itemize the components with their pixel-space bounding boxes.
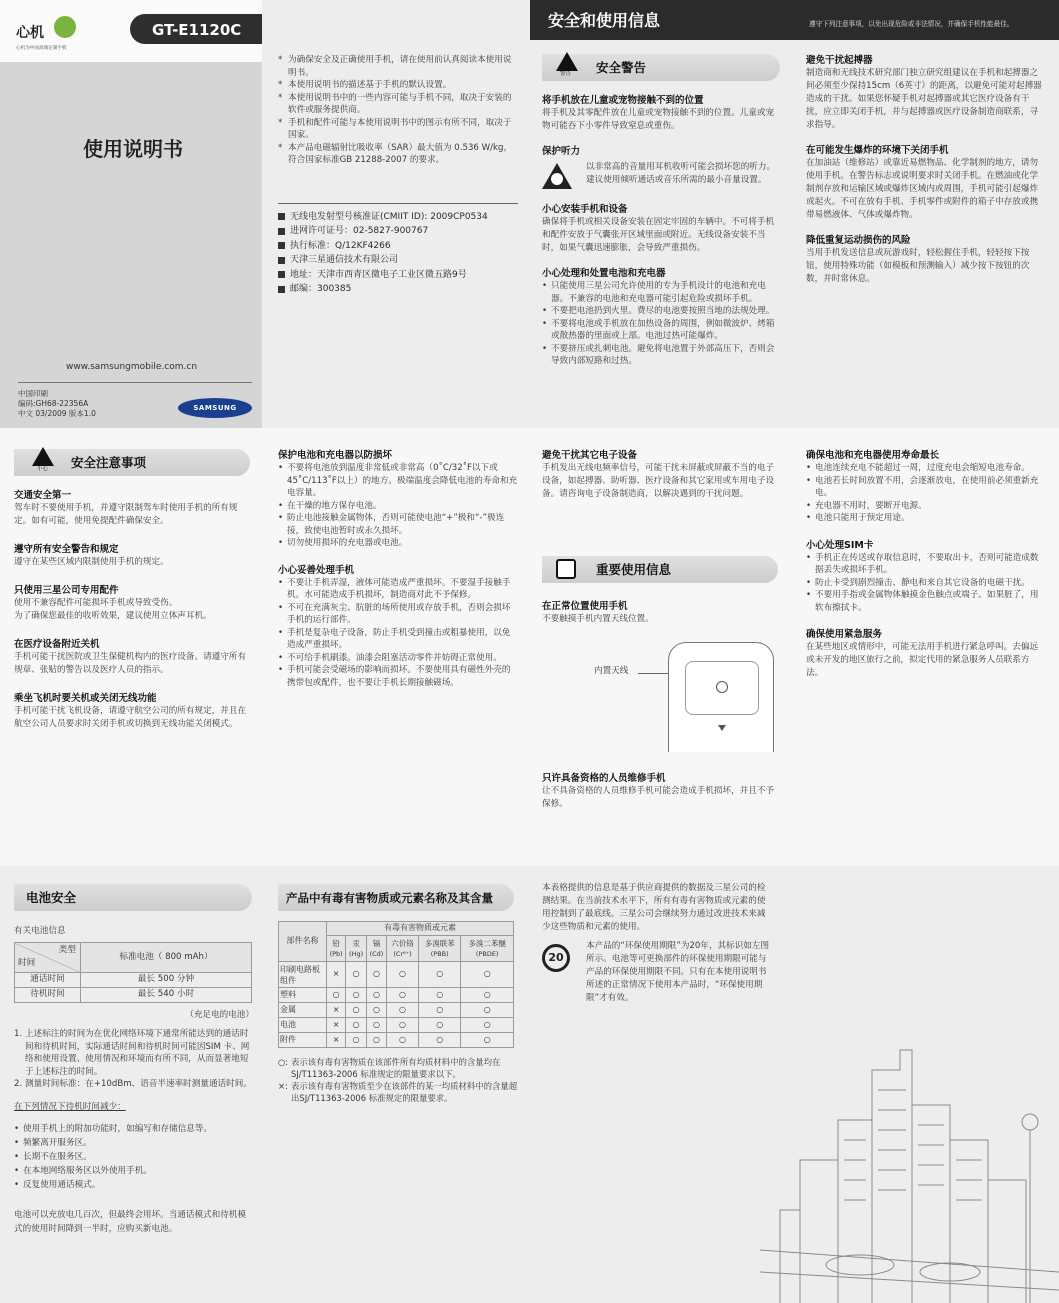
note-item: * 手机和配件可能与本使用说明书中的图示有所不同，取决于国家。 xyxy=(278,117,518,142)
list-item: • 手机正在传送或存取信息时，不要取出卡，否则可能造成数据丢失或损坏手机。 xyxy=(806,552,1042,577)
part-name: 附件 xyxy=(279,1033,327,1048)
note-item xyxy=(14,1028,254,1078)
print-line: 编码:GH68-22356A xyxy=(18,399,89,408)
warning-icon-label: 警告 xyxy=(560,71,572,77)
section-heading: 在正常位置使用手机 xyxy=(542,601,628,612)
lamp-head xyxy=(1022,1114,1038,1130)
precautions-bar xyxy=(14,449,250,476)
note-item: * 本产品电磁辐射比吸收率（SAR）最大值为 0.536 W/kg，符合国家标准GB 21288-2007 的要求。 xyxy=(278,142,518,167)
important-info-bar xyxy=(542,556,778,583)
building xyxy=(838,1120,872,1303)
mark-cell: ○ xyxy=(366,1003,386,1018)
mark-cell: ○ xyxy=(387,1003,419,1018)
caution-triangle-icon xyxy=(32,447,54,466)
substance-header xyxy=(366,936,386,962)
warning-triangle-icon xyxy=(556,52,578,71)
list-item: • 在本地网络服务区以外使用手机。 xyxy=(14,1164,254,1178)
section-heading: 在可能发生爆炸的环境下关闭手机 xyxy=(806,145,949,156)
substance-header xyxy=(461,936,514,962)
mark-cell: ○ xyxy=(461,988,514,1003)
legend-text: 表示该有毒有害物质至少在该部件的某一均质材料中的含量超出SJ/T11363-2006 标准规定的限量要求。 xyxy=(291,1081,518,1103)
samsung-logo xyxy=(178,398,252,418)
building xyxy=(872,1050,912,1303)
table-cell-value: 最长 500 分钟 xyxy=(81,973,252,988)
hazard-legend xyxy=(278,1056,518,1104)
model-bar xyxy=(130,14,262,44)
section-heading: 将手机放在儿童或宠物接触不到的位置 xyxy=(542,95,704,106)
list-item: • 频繁离开服务区。 xyxy=(14,1136,254,1150)
safety-warning-column xyxy=(542,94,782,428)
mark-cell: ○ xyxy=(419,1033,461,1048)
section-heading: 只使用三星公司专用配件 xyxy=(14,585,119,596)
section-text: 让不具备资格的人员维修手机可能会造成手机损坏，并且不予保修。 xyxy=(542,786,775,809)
print-info xyxy=(18,389,96,419)
list-item: • 不要让手机弄湿，液体可能造成严重损坏。不要湿手接触手机。水可能造成手机损坏，制造商对此不予保修。 xyxy=(278,577,518,602)
list-item: • 电池连续充电不能超过一周，过度充电会缩短电池寿命。 xyxy=(806,462,1042,475)
section-heading: 避免干扰起搏器 xyxy=(806,55,873,66)
battery-info-label: 有关电池信息 xyxy=(14,926,66,936)
battery-protect-list xyxy=(278,462,518,550)
mark-cell: × xyxy=(327,962,346,988)
mark-cell: ○ xyxy=(387,988,419,1003)
legend-text: 表示该有毒有害物质在该部件所有均质材料中的含量均在 SJ/T11363-2006 标准规定的限量要求以下。 xyxy=(291,1057,501,1079)
part-name: 金属 xyxy=(279,1003,327,1018)
phone-logo-icon xyxy=(716,681,728,693)
section-heading: 只许具备资格的人员维修手机 xyxy=(542,773,666,784)
info-item: 进网许可证号：02-5827-900767 xyxy=(278,224,518,239)
env-period-block xyxy=(542,940,774,1005)
building xyxy=(912,1105,950,1303)
corner-time-label: 时间 xyxy=(18,958,36,969)
cover-panel xyxy=(0,0,262,428)
mark-cell: ○ xyxy=(461,962,514,988)
header-bar xyxy=(530,0,1059,40)
hazard-title: 产品中有毒有害物质或元素名称及其含量 xyxy=(286,891,493,905)
mark-cell: ○ xyxy=(387,1033,419,1048)
substance-symbol: (Pb) xyxy=(329,949,343,958)
part-name: 印刷电路板组件 xyxy=(279,962,327,988)
env-column xyxy=(542,882,774,1012)
sim-card-list xyxy=(806,552,1042,615)
mark-cell: ○ xyxy=(327,988,346,1003)
substance-name: 镉 xyxy=(372,938,381,948)
model-label: GT-E1120C xyxy=(152,21,242,39)
window-grid xyxy=(878,1090,906,1190)
list-item: • 只能使用三星公司允许使用的专为手机设计的电池和充电器。不兼容的电池和充电器可能引起危险或损坏手机。 xyxy=(542,280,782,305)
substance-group-header: 有毒有害物质或元素 xyxy=(327,922,514,936)
list-item: • 在干燥的地方保存电池。 xyxy=(278,500,518,513)
list-item: • 不要挤压或扎刺电池。避免将电池置于外部高压下，否则会导致内部短路和过热。 xyxy=(542,343,782,368)
note-item: * 为确保安全及正确使用手机，请在使用前认真阅读本使用说明书。 xyxy=(278,54,518,79)
print-line: 中国印刷 xyxy=(18,389,48,398)
note-text: 上述标注的时间为在优化网络环境下通常所能达到的通话时间和待机时间，实际通话时间和待机时间可能因SIM 卡、网络和使用设置、使用情况和环境而有所不同，从而显著地短于上述标注的时间。 xyxy=(25,1029,250,1077)
substance-symbol: (Cd) xyxy=(369,949,384,958)
corner-type-label: 类型 xyxy=(58,945,76,955)
mark-cell: ○ xyxy=(366,962,386,988)
section-text: 使用不兼容配件可能损坏手机或导致受伤。 xyxy=(14,598,178,608)
mark-cell: ○ xyxy=(366,1018,386,1033)
section-heading: 确保使用紧急服务 xyxy=(806,629,883,640)
battery-table xyxy=(14,942,252,1003)
table-row-label: 待机时间 xyxy=(15,988,81,1003)
note-item: * 本使用说明书中的一些内容可能与手机不同，取决于安装的软件或服务提供商。 xyxy=(278,92,518,117)
section-heading: 保护听力 xyxy=(542,146,581,157)
substance-name: 多溴二苯醚 xyxy=(468,938,506,948)
precautions-title: 安全注意事项 xyxy=(71,455,147,470)
company-info xyxy=(278,210,518,298)
section-heading: 交通安全第一 xyxy=(14,490,72,501)
precautions-column xyxy=(14,489,254,859)
battery-life-column xyxy=(806,449,1042,859)
section-heading: 小心安装手机和设备 xyxy=(542,204,628,215)
section-heading: 避免干扰其它电子设备 xyxy=(542,450,638,461)
battery-safety-title: 电池安全 xyxy=(26,890,77,905)
header-subtitle: 遵守下列注意事项，以免出现危险或非法情况，并确保手机性能最佳。 xyxy=(809,20,1014,28)
caution-icon-label: 小心 xyxy=(37,466,49,472)
env-text: 本表格提供的信息是基于供应商提供的数据及三星公司的检测结果。在当前技术水平下，所有有毒有害物质或元素的使用控制到了最底线。三星公司会继续努力通过改进技术来减少这些物质和元素的使用。 xyxy=(542,883,766,932)
building xyxy=(988,1180,1026,1303)
window-grid xyxy=(956,1160,982,1200)
battery-care-column xyxy=(278,449,518,859)
battery-type-cell: 标准电池（ 800 mAh） xyxy=(81,943,252,973)
list-item: • 手机可能会受磁场的影响而损坏。不要使用具有磁性外壳的携带包或配件，也不要让手机长期接触磁场。 xyxy=(278,664,518,689)
section-text: 手机可能干扰飞机设备，请遵守航空公司的所有规定，并且在航空公司人员要求时关闭手机或切换到无线功能关闭模式。 xyxy=(14,706,247,729)
mark-cell: ○ xyxy=(461,1018,514,1033)
section-text: 确保将手机或相关设备安装在固定牢固的车辆中。不可将手机和配件安放于气囊张开区域里面或附近。无线设备安装不当时，如果气囊迅速膨胀，会导致严重损伤。 xyxy=(542,217,775,253)
list-item: • 切勿使用损坏的充电器或电池。 xyxy=(278,537,518,550)
building xyxy=(800,1160,838,1303)
list-item: • 不可给手机刷漆。油漆会阻塞活动零件并妨碍正常使用。 xyxy=(278,652,518,665)
section-heading: 乘坐飞机时要关机或关闭无线功能 xyxy=(14,693,157,704)
mark-cell: ○ xyxy=(346,962,367,988)
battery-footer: 电池可以充放电几百次，但最终会用坏。当通话模式和待机模式的使用时间降到一半时，应购买新电池。 xyxy=(14,1209,247,1234)
list-item: • 不要将电池放到温度非常低或非常高（0˚C/32˚F以下或45˚C/113˚F以上）的地方。极端温度会降低电池的寿命和充电容量。 xyxy=(278,462,518,500)
logo-tagline: 心机为中国高端定制手机 xyxy=(16,46,67,51)
street-line xyxy=(760,1272,1059,1290)
info-item: 执行标准：Q/12KF4266 xyxy=(278,239,518,254)
window-grid xyxy=(844,1140,866,1200)
charged-note: （充足电的电池） xyxy=(185,1010,254,1020)
intro-column xyxy=(278,54,518,314)
mark-cell: ○ xyxy=(346,988,367,1003)
env-text: 本产品的“环保使用期限”为20年，其标识如左图所示。电池等可更换部件的环保使用期限可能与产品的环保使用期限不同。只有在本使用说明书所述的正常情况下使用本产品时，“环保使用期限”才有效。 xyxy=(586,941,770,1003)
list-item: • 不要将电池或手机放在加热设备的周围，例如微波炉、烤箱或散热器的里面或上部。电池过热可能爆炸。 xyxy=(542,318,782,343)
substance-name: 汞 xyxy=(352,938,360,948)
substance-symbol: (Hg) xyxy=(349,949,364,958)
header-title: 安全和使用信息 xyxy=(548,11,661,30)
xinji-logo xyxy=(16,16,88,56)
phone-nav-arrow-icon xyxy=(718,725,726,731)
substance-header xyxy=(346,936,367,962)
section-heading: 小心妥善处理手机 xyxy=(278,564,355,576)
hearing-block xyxy=(542,161,782,191)
note-number: 1. xyxy=(14,1029,23,1039)
antenna-leader-line xyxy=(638,673,668,674)
substance-symbol: (PBB) xyxy=(430,949,449,958)
usage-column xyxy=(542,600,782,860)
section-heading: 在医疗设备附近关机 xyxy=(14,639,100,650)
window-grid xyxy=(918,1125,944,1185)
substance-name: 多溴联苯 xyxy=(424,938,455,948)
mark-cell: ○ xyxy=(366,1033,386,1048)
standby-reduce-title: 在下列情况下待机时间减少： xyxy=(14,1101,126,1112)
substance-header xyxy=(419,936,461,962)
substance-name: 铅 xyxy=(332,938,340,948)
section-text: 不要触摸手机内置天线位置。 xyxy=(542,614,654,624)
env-period-badge-icon xyxy=(542,944,570,972)
list-item: • 不要把电池扔到火里。费尽的电池要按照当地的法规处理。 xyxy=(542,305,782,318)
part-name: 塑料 xyxy=(279,988,327,1003)
mark-cell: ○ xyxy=(346,1033,367,1048)
manual-title: 使用说明书 xyxy=(83,137,183,161)
info-item: 邮编：300385 xyxy=(278,282,518,297)
section-text: 遵守在某些区域内限制使用手机的规定。 xyxy=(14,557,169,567)
mark-cell: × xyxy=(327,1033,346,1048)
badge-number: 20 xyxy=(548,951,564,964)
hazard-table xyxy=(278,921,514,1048)
intro-divider xyxy=(278,203,518,204)
section-heading: 确保电池和充电器使用寿命最长 xyxy=(806,450,940,461)
logo-text: 心机 xyxy=(16,25,44,41)
antenna-diagram xyxy=(542,636,782,752)
interference-column xyxy=(542,449,782,549)
legend-item xyxy=(278,1080,518,1104)
section-heading: 小心处理SIM卡 xyxy=(806,539,874,551)
part-name: 电池 xyxy=(279,1018,327,1033)
list-item: • 不可在充满灰尘、肮脏的场所使用或存放手机，否则会损坏手机的运行部件。 xyxy=(278,602,518,627)
hazard-bar xyxy=(278,884,514,911)
website: www.samsungmobile.com.cn xyxy=(66,362,198,372)
battery-safety-bar xyxy=(14,884,252,911)
section-text: 以非常高的音量用耳机收听可能会损坏您的听力。建议使用倾听通话或音乐所需的最小音量设置。 xyxy=(586,162,776,185)
substance-header xyxy=(327,936,346,962)
hazard-column xyxy=(278,921,518,1141)
mark-cell: ○ xyxy=(346,1018,367,1033)
section-text: 将手机及其零配件放在儿童或宠物接触不到的位置。儿童或宠物可能吞下小零件导致窒息或重伤。 xyxy=(542,108,775,131)
section-text: 在某些地区或情形中，可能无法用手机进行紧急呼叫。去偏远或未开发的地区旅行之前，拟定代用的紧急服务人员联系方法。 xyxy=(806,642,1039,678)
mark-cell: ○ xyxy=(419,1018,461,1033)
important-info-title: 重要使用信息 xyxy=(596,562,672,577)
antenna-label: 内置天线 xyxy=(594,666,629,676)
substance-symbol: (PBDE) xyxy=(475,949,499,958)
mark-cell: ○ xyxy=(461,1003,514,1018)
list-item: • 防止卡受到剧烈撞击、静电和来自其它设备的电磁干扰。 xyxy=(806,577,1042,590)
mark-cell: ○ xyxy=(419,988,461,1003)
note-number: 2. xyxy=(14,1079,23,1089)
section-text: 当用手机发送信息或玩游戏时，轻松握住手机，轻轻按下按钮，使用特殊功能（如模板和预测输入）减少按下按钮的次数，并时常休息。 xyxy=(806,248,1030,284)
battery-life-list xyxy=(806,462,1042,525)
section-text: 制造商和无线技术研究部门独立研究组建议在手机和起搏器之间必须至少保持15cm（6英寸）的距离，以避免可能对起搏器造成的干扰。如果您怀疑手机对起搏器或其它医疗设备有干扰，应立即关闭手机，并与起搏器或医疗设备制造商联系，寻求指导。 xyxy=(806,68,1042,130)
table-row-label: 通话时间 xyxy=(15,973,81,988)
battery-safety-column xyxy=(14,925,254,1295)
info-item: 无线电发射型号核准证(CMIIT ID): 2009CP0534 xyxy=(278,210,518,225)
list-item: • 长期不在服务区。 xyxy=(14,1150,254,1164)
cover-divider xyxy=(18,382,252,383)
mark-cell: ○ xyxy=(419,1003,461,1018)
mark-cell: ○ xyxy=(387,1018,419,1033)
table-cell-value: 最长 540 小时 xyxy=(81,988,252,1003)
phone-handling-list xyxy=(278,577,518,690)
mark-cell: ○ xyxy=(387,962,419,988)
legend-symbol: ○: xyxy=(278,1057,289,1067)
list-item: • 不要用手指或金属物体触摸金色触点或端子。如果脏了，用软布擦拭卡。 xyxy=(806,589,1042,614)
substance-header xyxy=(387,936,419,962)
list-item: • 反复使用通话模式。 xyxy=(14,1178,254,1192)
section-text: 手机可能干扰医院或卫生保健机构内的医疗设备。请遵守所有规章、张贴的警告以及医疗人员的指示。 xyxy=(14,652,247,675)
phone-outline xyxy=(668,642,774,752)
note-item: * 本使用说明书的描述基于手机的默认设置。 xyxy=(278,79,518,92)
building xyxy=(780,1210,800,1303)
info-item: 地址：天津市西青区微电子工业区微五路9号 xyxy=(278,268,518,283)
section-heading: 保护电池和充电器以防损坏 xyxy=(278,450,393,461)
section-heading: 降低重复运动损伤的风险 xyxy=(806,235,911,246)
note-text: 测量时间标准：在+10dBm、语音半速率时测量通话时间。 xyxy=(25,1079,252,1089)
print-line: 中文 03/2009 版本1.0 xyxy=(18,409,96,418)
intro-notes xyxy=(278,54,518,167)
brand-label: SAMSUNG xyxy=(193,404,237,412)
right-top-column xyxy=(806,54,1042,428)
list-item: • 电池只能用于预定用途。 xyxy=(806,512,1042,525)
section-text: 在加油站（维修站）或靠近易燃物品、化学制剂的地方，请勿使用手机。在警告标志或说明要求时关闭手机。在燃油或化学制剂存放和运输区域或爆炸区域内或周围，手机可能引起爆炸或起火。不可在放有手机、手机零件或附件的箱子中存放或携带易燃液体、气体或爆炸物。 xyxy=(806,158,1039,220)
note-icon xyxy=(556,559,576,579)
mark-cell: × xyxy=(327,1003,346,1018)
note-item xyxy=(14,1078,254,1091)
mark-cell: ○ xyxy=(461,1033,514,1048)
section-text: 手机发出无线电频率信号，可能干扰未屏蔽或屏蔽不当的电子设备，如起搏器、助听器、医疗设备和其它家用或车用电子设备。请咨询电子设备制造商，以解决遇到的干扰问题。 xyxy=(542,463,775,499)
section-heading: 遵守所有安全警告和规定 xyxy=(14,544,119,555)
standby-reduce-list xyxy=(14,1122,254,1192)
hearing-warning-icon xyxy=(542,161,576,191)
city-illustration xyxy=(760,1010,1059,1303)
mark-cell: × xyxy=(327,1018,346,1033)
battery-handling-list xyxy=(542,280,782,368)
section-text: 驾车时不要使用手机，并遵守限制驾车时使用手机的所有规定。如有可能，使用免提配件确保安全。 xyxy=(14,503,238,526)
list-item: • 充电器不用时，要断开电源。 xyxy=(806,500,1042,513)
legend-item xyxy=(278,1056,518,1080)
battery-notes xyxy=(14,1028,254,1091)
safety-warning-bar xyxy=(542,54,780,81)
list-item: • 电池若长时间放置不用，会逐渐放电，在使用前必须重新充电。 xyxy=(806,475,1042,500)
substance-symbol: (Cr⁶⁺) xyxy=(393,949,412,958)
street-line xyxy=(760,1250,1059,1272)
part-header: 部件名称 xyxy=(279,922,327,962)
safety-warning-title: 安全警告 xyxy=(596,60,647,75)
list-item: • 使用手机上的附加功能时，如编写和存储信息等。 xyxy=(14,1122,254,1136)
mark-cell: ○ xyxy=(419,962,461,988)
substance-name: 六价铬 xyxy=(391,938,414,948)
list-item: • 手机是复杂电子设备，防止手机受到撞击或粗暴使用，以免造成严重损坏。 xyxy=(278,627,518,652)
car xyxy=(826,1255,894,1275)
section-text: 为了确保您最佳的收听效果，建议使用立体声耳机。 xyxy=(14,611,212,621)
mark-cell: ○ xyxy=(366,988,386,1003)
logo-mark-icon xyxy=(54,16,76,38)
mark-cell: ○ xyxy=(346,1003,367,1018)
legend-symbol: ×: xyxy=(278,1081,288,1091)
list-item: • 防止电池接触金属物体，否则可能使电池“+”极和“-”极连接，致使电池暂时或永久损坏。 xyxy=(278,512,518,537)
info-item: 天津三星通信技术有限公司 xyxy=(278,253,518,268)
table-corner-cell xyxy=(15,943,81,973)
section-heading: 小心处理和处置电池和充电器 xyxy=(542,268,666,279)
